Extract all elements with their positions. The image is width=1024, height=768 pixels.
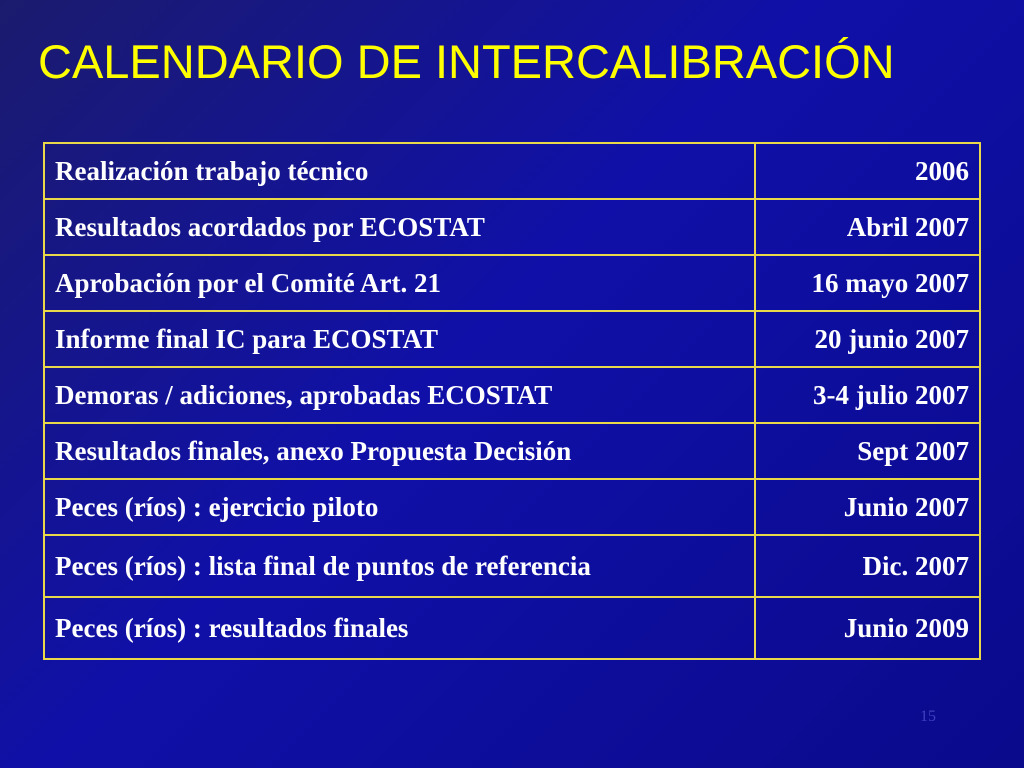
page-number: 15 xyxy=(920,708,936,725)
date-cell: 16 mayo 2007 xyxy=(755,255,980,311)
table-row xyxy=(44,535,980,597)
task-cell: Peces (ríos) : ejercicio piloto xyxy=(44,479,755,535)
table-row xyxy=(44,311,980,367)
date-cell: 20 junio 2007 xyxy=(755,311,980,367)
table-row xyxy=(44,255,980,311)
date-cell: Abril 2007 xyxy=(755,199,980,255)
date-cell: Junio 2009 xyxy=(755,597,980,659)
task-cell: Aprobación por el Comité Art. 21 xyxy=(44,255,755,311)
schedule-table xyxy=(43,142,981,660)
task-cell: Informe final IC para ECOSTAT xyxy=(44,311,755,367)
date-cell: 3-4 julio 2007 xyxy=(755,367,980,423)
date-cell: Junio 2007 xyxy=(755,479,980,535)
date-cell: Sept 2007 xyxy=(755,423,980,479)
task-cell: Resultados finales, anexo Propuesta Decisión xyxy=(44,423,755,479)
slide-title: CALENDARIO DE INTERCALIBRACIÓN xyxy=(38,35,895,88)
task-cell: Peces (ríos) : resultados finales xyxy=(44,597,755,659)
table-row xyxy=(44,597,980,659)
task-cell: Realización trabajo técnico xyxy=(44,143,755,199)
date-cell: Dic. 2007 xyxy=(755,535,980,597)
table-row xyxy=(44,423,980,479)
table-row xyxy=(44,479,980,535)
date-cell: 2006 xyxy=(755,143,980,199)
task-cell: Resultados acordados por ECOSTAT xyxy=(44,199,755,255)
task-cell: Peces (ríos) : lista final de puntos de referencia xyxy=(44,535,755,597)
table-row xyxy=(44,367,980,423)
table-row xyxy=(44,143,980,199)
table-row xyxy=(44,199,980,255)
task-cell: Demoras / adiciones, aprobadas ECOSTAT xyxy=(44,367,755,423)
